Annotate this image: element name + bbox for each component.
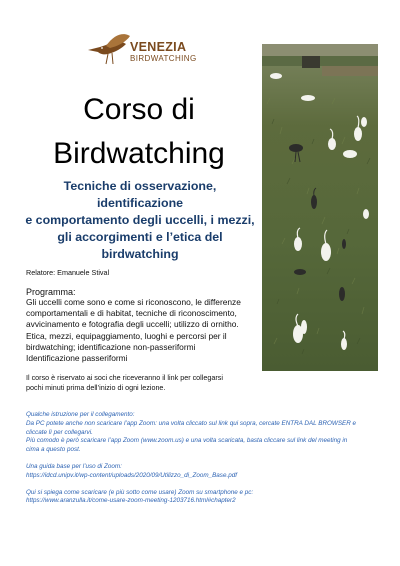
members-only-notice (26, 373, 258, 393)
zoom-guide-label: Una guida base per l’uso di Zoom: (26, 462, 122, 470)
zoom-guide-link[interactable]: https://idcd.unipv.it/wp-content/uploads/2020/09/Utilizzo_di_Zoom_Base.pdf (26, 471, 237, 479)
connection-instructions (26, 411, 382, 506)
speaker-line: Relatore: Emanuele Stival (26, 268, 110, 277)
program-text (26, 297, 258, 364)
instructions-line: cima a questo post. (26, 446, 81, 454)
program-line: Etica, mezzi, equipaggiamento, luoghi e percorsi per il (26, 330, 227, 341)
logo-subtitle: BIRDWATCHING (130, 54, 197, 63)
course-subtitle (20, 178, 260, 263)
instructions-heading: Qualche istruzione per il collegamento: (26, 411, 135, 418)
instructions-line: Più comodo è però scaricare l’app Zoom (www.zoom.us) e una volta scaricata, basta cliccare sul link del meeting in (26, 437, 348, 445)
subtitle-line: Tecniche di osservazione, identificazione (63, 179, 217, 210)
program-heading: Programma: (26, 287, 76, 297)
subtitle-line: gli accorgimenti e l’etica del (57, 230, 223, 244)
program-line: Identificazione passeriformi (26, 353, 128, 364)
instructions-line: cliccate lì per collegarvi. (26, 428, 93, 436)
zoom-howto-link[interactable]: https://www.aranzulla.it/come-usare-zoom-meeting-1203716.html#chapter2 (26, 497, 236, 505)
program-line: Gli uccelli come sono e come si riconoscono, le differenze (26, 297, 241, 307)
program-line: comportamentali e di habitat, tecniche di riconoscimento, (26, 308, 237, 319)
heron-bird-icon (88, 34, 130, 64)
egrets-photo (262, 44, 378, 371)
subtitle-line: birdwatching (101, 247, 179, 261)
logo-title: VENEZIA (130, 40, 187, 54)
zoom-howto-label: Qui si spiega come scaricare (e più sotto come usare) Zoom su smartphone e pc: (26, 488, 254, 496)
program-line: birdwatching; identificazione non-passeriformi (26, 341, 196, 352)
course-title-line: Birdwatching (53, 137, 225, 170)
program-line: avvicinamento e fotografia degli uccelli; utilizzo di ornitho. (26, 319, 239, 330)
notice-line: pochi minuti prima dell’inizio di ogni lezione. (26, 383, 166, 393)
course-title-line: Corso di (83, 93, 195, 126)
course-title (20, 88, 258, 176)
notice-line: Il corso è riservato ai soci che riceveranno il link per collegarsi (26, 373, 223, 382)
instructions-line: Da PC potete anche non scaricare l’app Zoom: una volta cliccato sul link qui sopra, cercate ENTRA DAL BROWSER e (26, 419, 357, 427)
subtitle-line: e comportamento degli uccelli, i mezzi, (25, 213, 255, 227)
